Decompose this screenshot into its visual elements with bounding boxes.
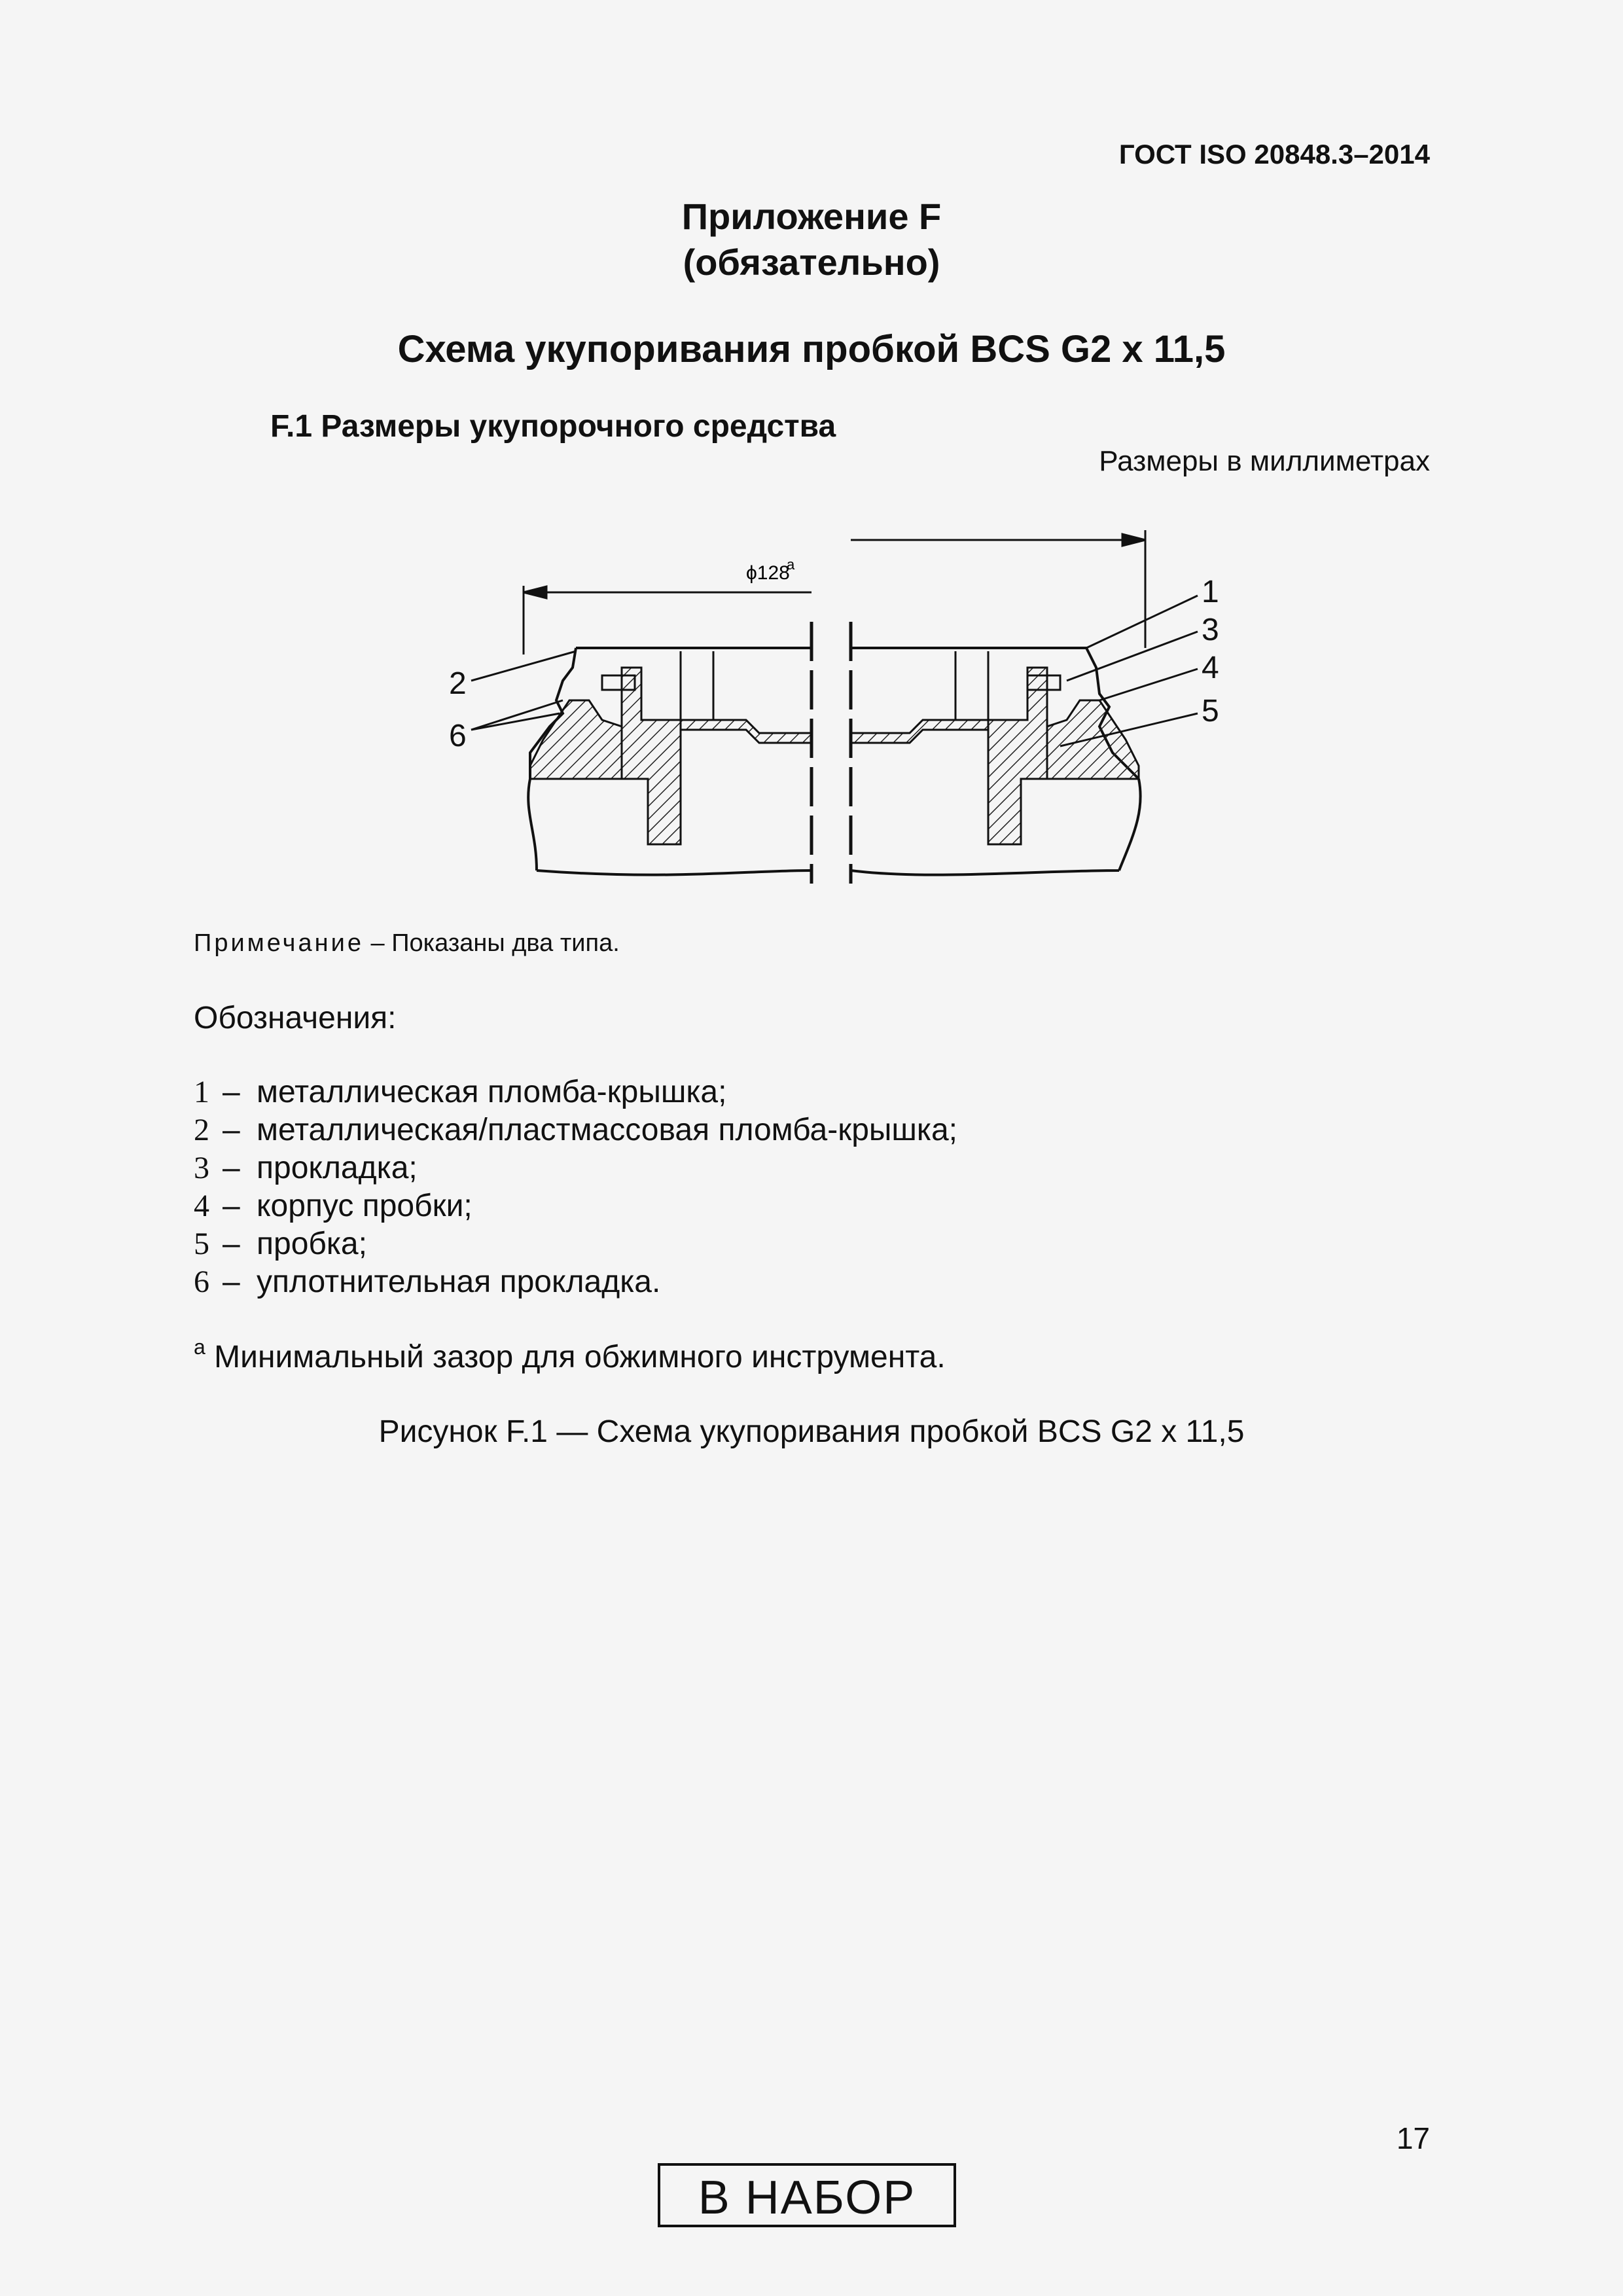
legend-text: пробка; <box>257 1227 367 1261</box>
legend-text: металлическая пломба-крышка; <box>257 1075 727 1109</box>
left-stopper-hatch <box>622 668 681 844</box>
note-text: Показаны два типа. <box>391 929 620 957</box>
legend-item <box>194 1073 957 1111</box>
document-id: ГОСТ ISO 20848.3–2014 <box>1118 139 1430 170</box>
footnote <box>194 1335 946 1375</box>
figure-note <box>194 929 620 958</box>
legend-heading: Обозначения: <box>194 1001 397 1035</box>
right-plug-hatch <box>851 720 988 743</box>
callout-3: 3 <box>1202 613 1219 647</box>
legend-dash: – <box>223 1189 240 1223</box>
left-plug-hatch <box>681 720 812 743</box>
typeset-stamp: В НАБОР <box>658 2163 956 2227</box>
legend-dash: – <box>223 1113 240 1147</box>
legend-num: 5 <box>194 1227 209 1261</box>
figure-caption: Рисунок F.1 — Схема укупоривания пробкой BCS G2 x 11,5 <box>378 1414 1245 1449</box>
legend-item <box>194 1111 957 1149</box>
legend-text: корпус пробки; <box>257 1189 473 1223</box>
callout-2: 2 <box>449 666 467 701</box>
legend-dash: – <box>223 1151 240 1185</box>
scheme-title: Схема укупоривания пробкой BCS G2 x 11,5 <box>397 328 1226 370</box>
legend-item <box>194 1187 957 1225</box>
legend-list <box>194 1073 957 1301</box>
legend-num: 3 <box>194 1151 209 1185</box>
dimension-superscript: a <box>787 556 795 573</box>
legend-text: металлическая/пластмассовая пломба-крышка; <box>257 1113 957 1147</box>
right-stopper-hatch <box>988 668 1047 844</box>
closure-drawing <box>406 504 1217 897</box>
legend-text: уплотнительная прокладка. <box>257 1265 661 1299</box>
left-glass-hatch <box>530 700 622 779</box>
legend-item <box>194 1263 957 1301</box>
legend-num: 4 <box>194 1189 209 1223</box>
footnote-mark: a <box>194 1335 205 1359</box>
callout-1: 1 <box>1202 575 1219 609</box>
legend-dash: – <box>223 1227 240 1261</box>
section-title: F.1 Размеры укупорочного средства <box>270 409 836 444</box>
legend-item <box>194 1149 957 1187</box>
page-number: 17 <box>1396 2121 1430 2155</box>
dimension-label: ϕ128 <box>746 562 790 584</box>
callout-4: 4 <box>1202 651 1219 685</box>
callout-6: 6 <box>449 719 467 753</box>
legend-text: прокладка; <box>257 1151 418 1185</box>
note-label: Примечание <box>194 929 364 957</box>
note-dash: – <box>370 929 385 957</box>
right-glass-hatch <box>1047 700 1139 779</box>
legend-dash: – <box>223 1075 240 1109</box>
annex-title: Приложение F <box>681 196 942 237</box>
footnote-text: Минимальный зазор для обжимного инструмента. <box>214 1340 946 1374</box>
legend-num: 6 <box>194 1265 209 1299</box>
annex-status: (обязательно) <box>683 242 940 283</box>
legend-num: 1 <box>194 1075 209 1109</box>
legend-item <box>194 1225 957 1263</box>
legend-dash: – <box>223 1265 240 1299</box>
callout-5: 5 <box>1202 694 1219 728</box>
legend-num: 2 <box>194 1113 209 1147</box>
annex-heading <box>0 194 1623 285</box>
units-note: Размеры в миллиметрах <box>1099 445 1430 477</box>
